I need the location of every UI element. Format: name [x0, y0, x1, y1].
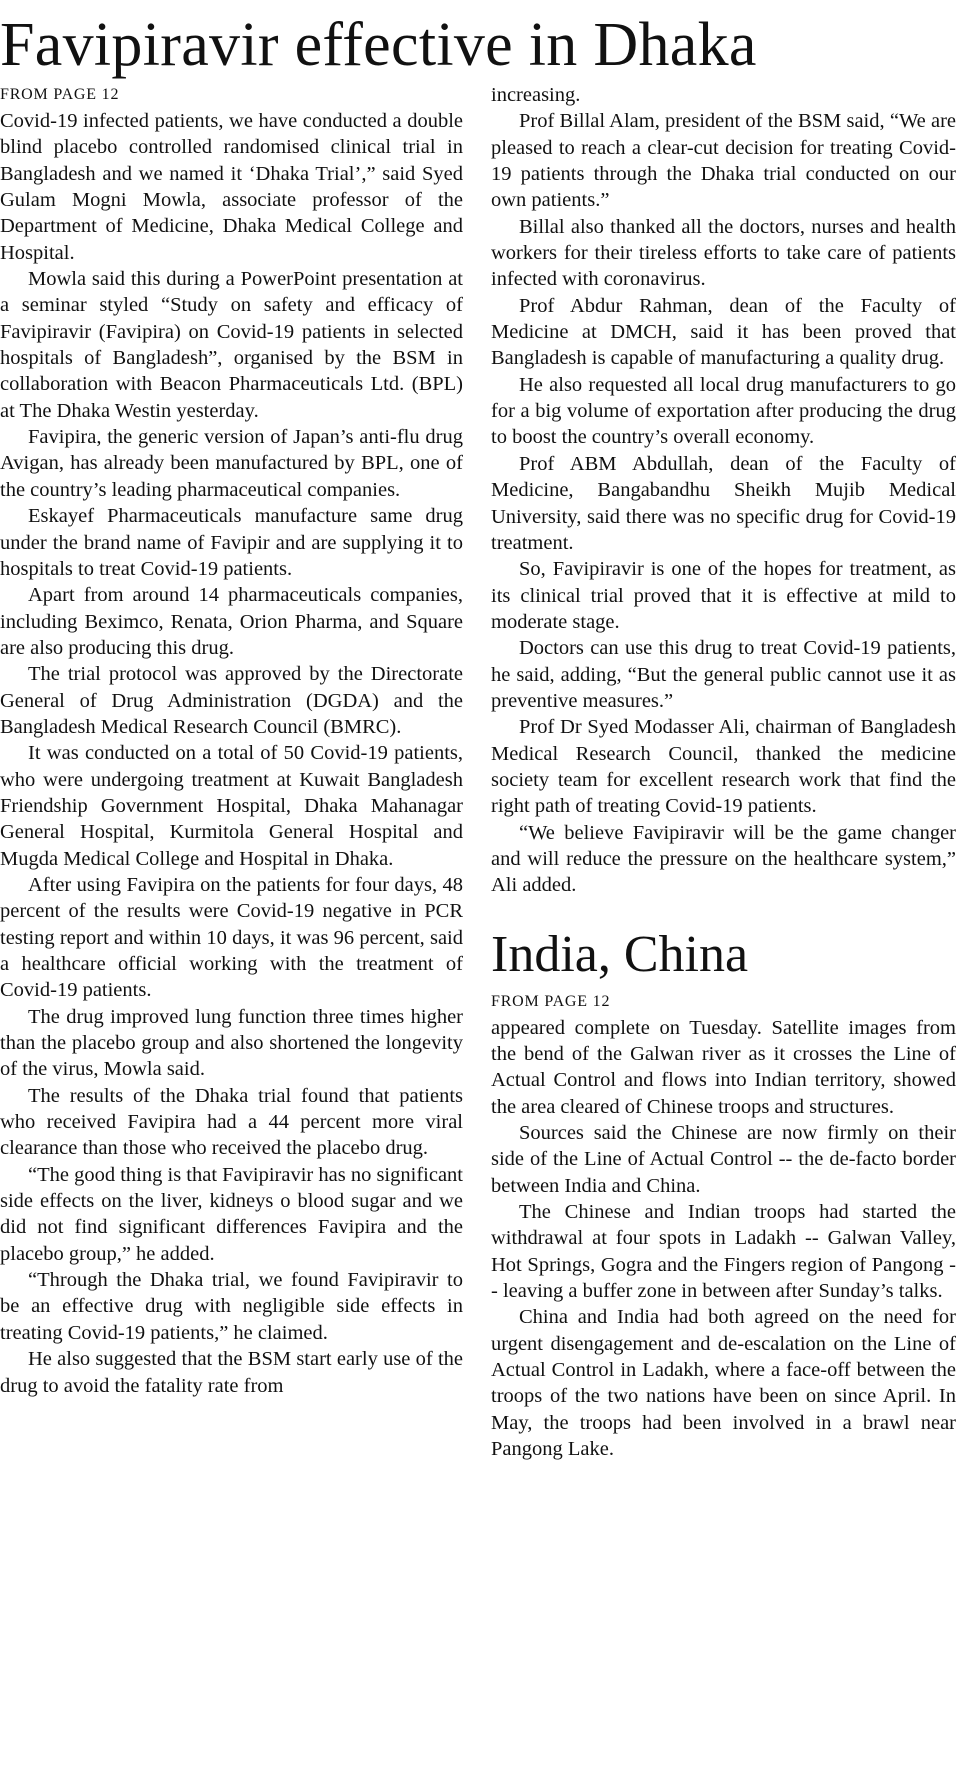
paragraph: He also suggested that the BSM start early use of the drug to avoid the fatality rate from [0, 1348, 463, 1397]
paragraph: The trial protocol was approved by the Directorate General of Drug Administration (DGDA) and the Bangladesh Medical Research Council (BMRC). [0, 663, 463, 738]
paragraph: The Chinese and Indian troops had started the withdrawal at four spots in Ladakh -- Galwan Valley, Hot Springs, Gogra and the Fingers region of Pangong -- leaving a buffer zone in between after Sunday’s talks. [491, 1201, 956, 1303]
article-headline: Favipiravir effective in Dhaka [0, 11, 757, 79]
second-article-kicker: FROM PAGE 12 [491, 992, 611, 1010]
paragraph: He also requested all local drug manufacturers to go for a big volume of exportation after producing the drug to boost the country’s overall economy. [491, 373, 956, 449]
paragraph: After using Favipira on the patients for four days, 48 percent of the results were Covid-19 negative in PCR testing report and within 10 days, it was 96 percent, said a healthcare official working with the treatment of Covid-19 patients. [0, 873, 463, 1002]
second-article-body [491, 1015, 956, 1463]
article-body-left [0, 108, 463, 1399]
second-article-headline: India, China [491, 925, 749, 983]
paragraph: Eskayef Pharmaceuticals manufacture same drug under the brand name of Favipir and are supplying it to hospitals to treat Covid-19 patients. [0, 505, 463, 580]
paragraph: It was conducted on a total of 50 Covid-19 patients, who were undergoing treatment at Kuwait Bangladesh Friendship Government Hospital, Dhaka Mahanagar General Hospital, Kurmitola General Hospital and Mugda Medical College and Hospital in Dhaka. [0, 742, 463, 870]
paragraph: So, Favipiravir is one of the hopes for treatment, as its clinical trial proved that it is effective at mild to moderate stage. [491, 558, 956, 633]
article-column-right [491, 82, 956, 1463]
paragraph: Doctors can use this drug to treat Covid-19 patients, he said, adding, “But the general public cannot use it as preventive measures.” [491, 637, 956, 712]
paragraph: Billal also thanked all the doctors, nurses and health workers for their tireless efforts to take care of patients infected with coronavirus. [491, 215, 956, 291]
paragraph: appeared complete on Tuesday. Satellite images from the bend of the Galwan river as it crosses the Line of Actual Control and flows into Indian territory, showed the area cleared of Chinese troops and structures. [491, 1016, 956, 1118]
paragraph: The results of the Dhaka trial found that patients who received Favipira had a 44 percent more viral clearance than those who received the placebo drug. [0, 1084, 463, 1160]
paragraph: “We believe Favipiravir will be the game changer and will reduce the pressure on the healthcare system,” Ali added. [491, 821, 956, 897]
paragraph: increasing. [491, 84, 581, 106]
paragraph: Prof Dr Syed Modasser Ali, chairman of Bangladesh Medical Research Council, thanked the medicine society team for excellent research work that find the right path of treating Covid-19 patients. [491, 716, 956, 818]
paragraph: Apart from around 14 pharmaceuticals companies, including Beximco, Renata, Orion Pharma, and Square are also producing this drug. [0, 584, 463, 659]
article-column-left [0, 82, 463, 1399]
continuation-kicker: FROM PAGE 12 [0, 86, 120, 103]
paragraph: “The good thing is that Favipiravir has no significant side effects on the liver, kidneys o blood sugar and we did not find significant differences Favipira and the placebo group,” he added. [0, 1163, 463, 1265]
paragraph: The drug improved lung function three times higher than the placebo group and also shortened the longevity of the virus, Mowla said. [0, 1005, 463, 1081]
second-article [491, 925, 956, 1463]
paragraph: Favipira, the generic version of Japan’s anti-flu drug Avigan, has already been manufactured by BPL, one of the country’s leading pharmaceutical companies. [0, 426, 463, 501]
article-body-right [491, 82, 956, 899]
paragraph: Mowla said this during a PowerPoint presentation at a seminar styled “Study on safety and efficacy of Favipiravir (Favipira) on Covid-19 patients in selected hospitals of Bangladesh”, organised by the BSM in collaboration with Beacon Pharmaceuticals Ltd. (BPL) at The Dhaka Westin yesterday. [0, 268, 463, 422]
paragraph: Prof Billal Alam, president of the BSM said, “We are pleased to reach a clear-cut decision for treating Covid-19 patients through the Dhaka trial conducted on our own patients.” [491, 110, 956, 212]
paragraph: “Through the Dhaka trial, we found Favipiravir to be an effective drug with negligible side effects in treating Covid-19 patients,” he claimed. [0, 1269, 463, 1344]
paragraph: Covid-19 infected patients, we have conducted a double blind placebo controlled randomised clinical trial in Bangladesh and we named it ‘Dhaka Trial’,” said Syed Gulam Mogni Mowla, associate professor of the Department of Medicine, Dhaka Medical College and Hospital. [0, 110, 463, 264]
paragraph: Prof ABM Abdullah, dean of the Faculty of Medicine, Bangabandhu Sheikh Mujib Medical University, said there was no specific drug for Covid-19 treatment. [491, 452, 956, 554]
paragraph: Sources said the Chinese are now firmly on their side of the Line of Actual Control -- the de-facto border between India and China. [491, 1122, 956, 1197]
paragraph: China and India had both agreed on the need for urgent disengagement and de-escalation on the Line of Actual Control in Ladakh, where a face-off between the troops of the two nations have been on since April. In May, the troops had been involved in a brawl near Pangong Lake. [491, 1306, 956, 1461]
paragraph: Prof Abdur Rahman, dean of the Faculty of Medicine at DMCH, said it has been proved that Bangladesh is capable of manufacturing a quality drug. [491, 294, 956, 370]
